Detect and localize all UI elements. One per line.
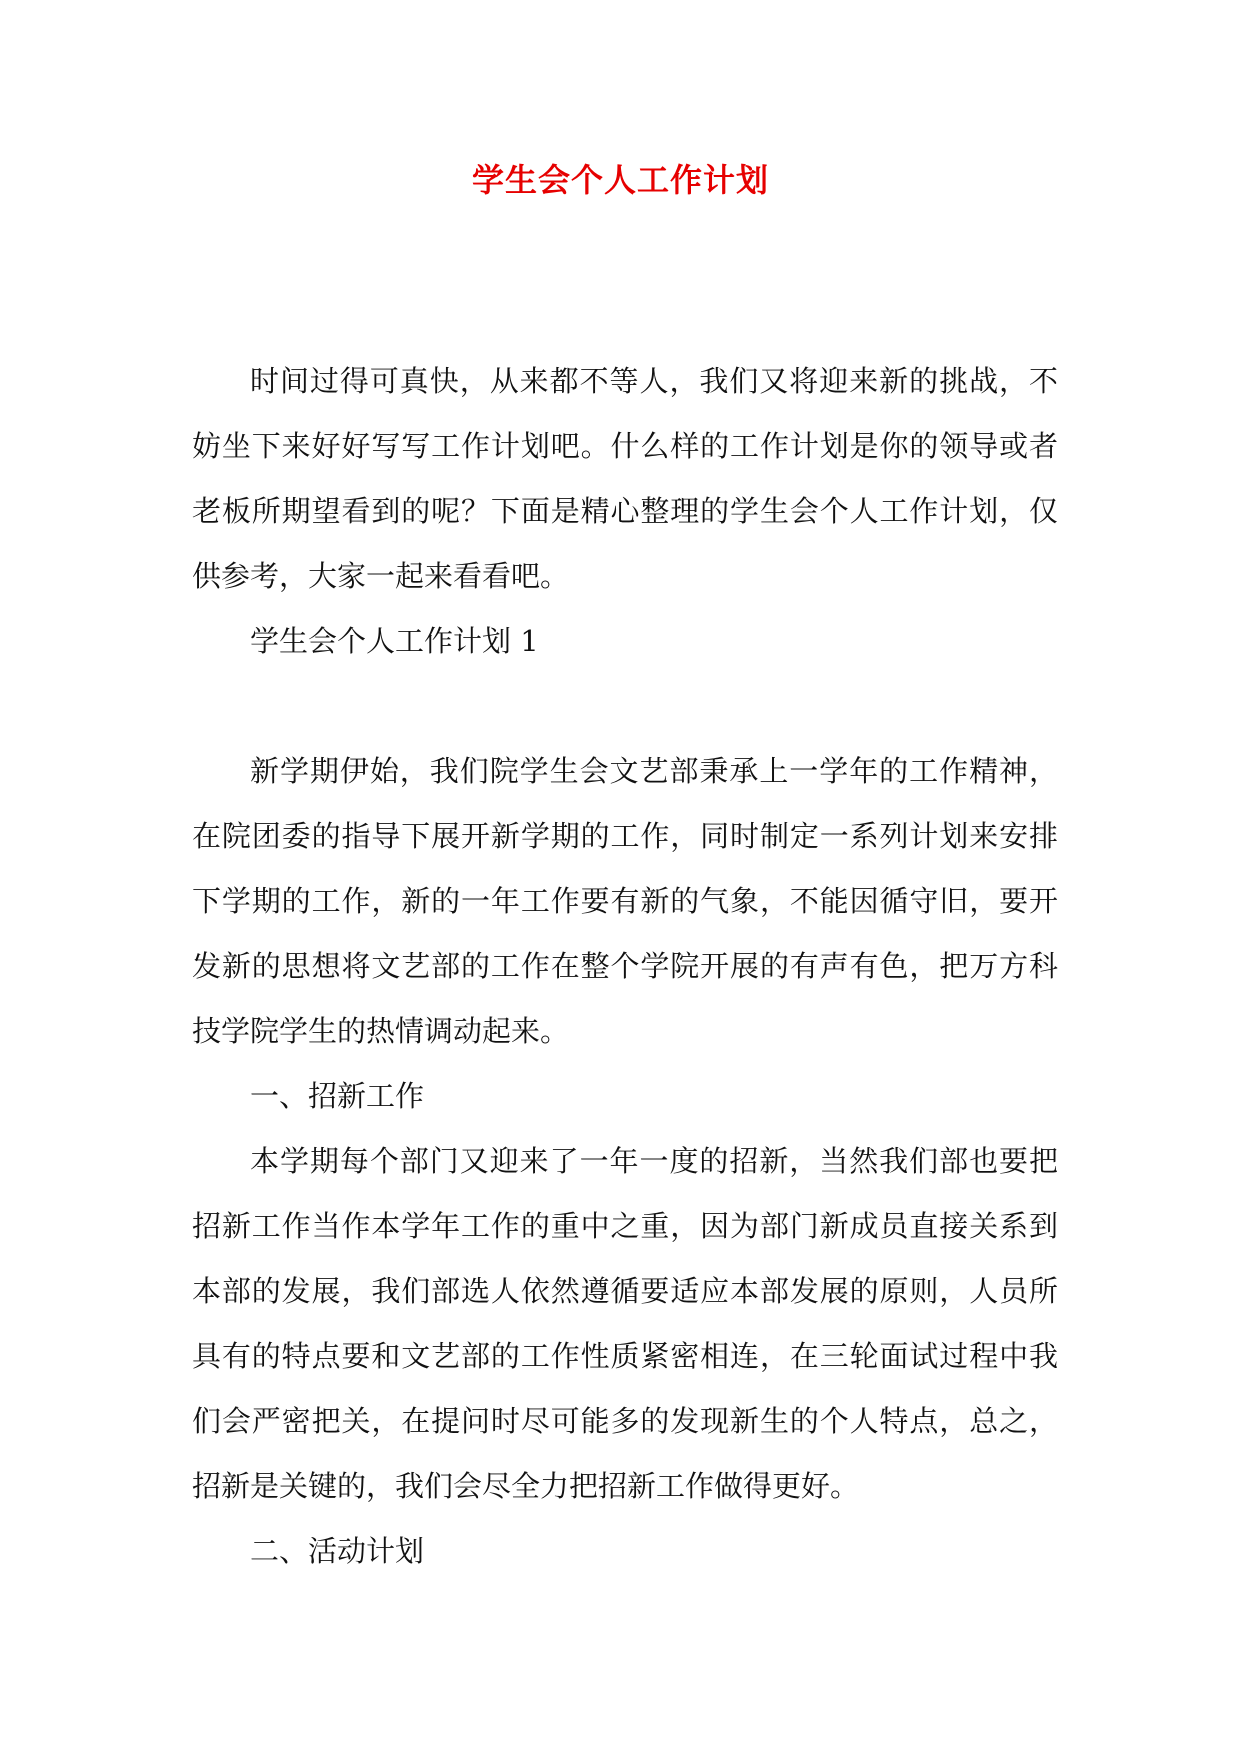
paragraph-1: 新学期伊始，我们院学生会文艺部秉承上一学年的工作精神，在院团委的指导下展开新学期的工作，同时制定一系列计划来安排下学期的工作，新的一年工作要有新的气象，不能因循守旧，要开发新的思想将文艺部的工作在整个学院开展的有声有色，把万方科技学院学生的热情调动起来。 — [192, 754, 1058, 1048]
section-title: 学生会个人工作计划 1 — [250, 624, 539, 658]
paragraph-2: 本学期每个部门又迎来了一年一度的招新，当然我们部也要把招新工作当作本学年工作的重中之重，因为部门新成员直接关系到本部的发展，我们部选人依然遵循要适应本部发展的原则，人员所具有的特点要和文艺部的工作性质紧密相连，在三轮面试过程中我们会严密把关，在提问时尽可能多的发现新生的个人特点，总之，招新是关键的，我们会尽全力把招新工作做得更好。 — [192, 1144, 1058, 1503]
heading-activity-plan: 二、活动计划 — [250, 1534, 425, 1568]
intro-block — [192, 349, 1058, 674]
heading-recruitment: 一、招新工作 — [250, 1079, 425, 1113]
document-title: 学生会个人工作计划 — [471, 161, 769, 199]
main-block — [192, 739, 1058, 1584]
intro-paragraph: 时间过得可真快，从来都不等人，我们又将迎来新的挑战，不妨坐下来好好写写工作计划吧。什么样的工作计划是你的领导或者老板所期望看到的呢？下面是精心整理的学生会个人工作计划，仅供参考，大家一起来看看吧。 — [192, 364, 1058, 593]
